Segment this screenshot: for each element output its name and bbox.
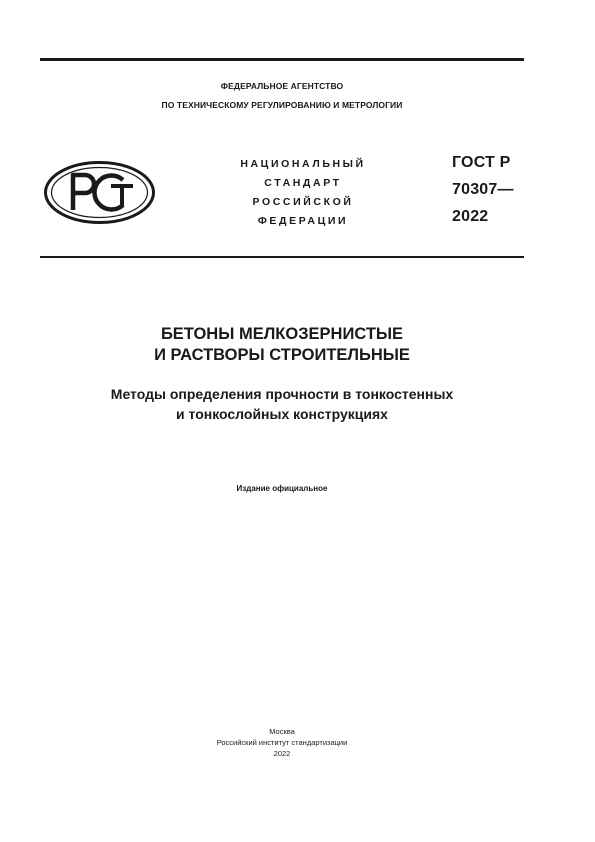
- agency-line-1: ФЕДЕРАЛЬНОЕ АГЕНТСТВО: [220, 81, 344, 91]
- designation-line-2: 70307—: [452, 181, 514, 198]
- designation-line-1: ГОСТ Р: [452, 154, 511, 171]
- document-title-line-1: БЕТОНЫ МЕЛКОЗЕРНИСТЫЕ: [160, 325, 404, 343]
- document-title-line-2: И РАСТВОРЫ СТРОИТЕЛЬНЫЕ: [154, 346, 410, 364]
- standard-type-line-3: РОССИЙСКОЙ: [252, 196, 354, 208]
- document-subtitle-line-1: Методы определения прочности в тонкостенных: [110, 386, 454, 402]
- footer-year: 2022: [273, 749, 291, 758]
- designation-line-3: 2022: [452, 208, 489, 225]
- standard-type-line-2: СТАНДАРТ: [264, 177, 342, 189]
- document-subtitle-line-2: и тонкослойных конструкциях: [176, 406, 388, 422]
- agency-line-2: ПО ТЕХНИЧЕСКОМУ РЕГУЛИРОВАНИЮ И МЕТРОЛОГИИ: [161, 100, 403, 110]
- footer-publisher: Российский институт стандартизации: [216, 738, 348, 747]
- footer-city: Москва: [269, 727, 295, 736]
- logo-text: РСТ: [43, 160, 45, 161]
- rst-mark-icon: [43, 160, 156, 225]
- top-rule: [40, 58, 524, 61]
- standard-type-line-4: ФЕДЕРАЦИИ: [257, 215, 349, 227]
- header-divider: [40, 256, 524, 258]
- standard-type-line-1: НАЦИОНАЛЬНЫЙ: [240, 158, 366, 170]
- edition-note: Издание официальное: [236, 484, 328, 493]
